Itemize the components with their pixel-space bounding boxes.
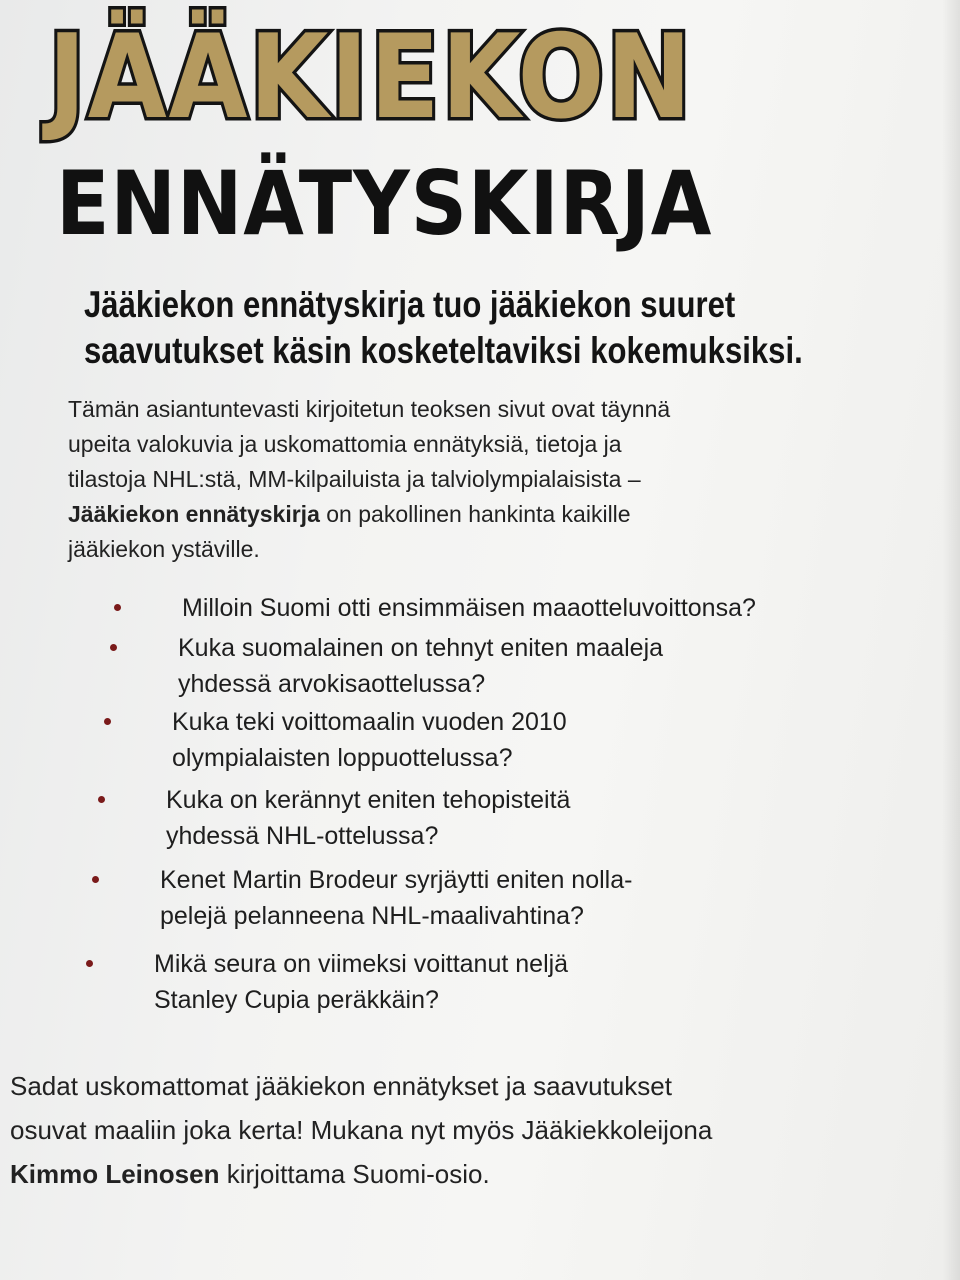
list-item-line: Kuka on kerännyt eniten tehopisteitä	[166, 786, 571, 814]
lead-line: saavutukset käsin kosketeltaviksi kokemuksiksi.	[84, 330, 803, 371]
closing-line-rest: kirjoittama Suomi-osio.	[219, 1159, 490, 1189]
bullet-dot	[104, 718, 111, 725]
list-item-line: Milloin Suomi otti ensimmäisen maaotteluvoittonsa?	[182, 594, 756, 622]
book-title-line2: ENNÄTYSKIRJA	[56, 152, 713, 255]
bullet-dot	[98, 796, 105, 803]
list-item-text	[166, 782, 570, 854]
list-item-line: Kenet Martin Brodeur syrjäytti eniten nolla-	[160, 866, 633, 894]
list-item-line: pelejä pelanneena NHL-maalivahtina?	[160, 902, 584, 930]
intro-line: jääkiekon ystäville.	[68, 536, 260, 562]
list-item-text	[182, 590, 756, 626]
intro-line-rest: on pakollinen hankinta kaikille	[319, 501, 631, 527]
list-item-text	[172, 704, 567, 776]
list-item-text	[154, 946, 568, 1018]
intro-book-name: Jääkiekon ennätyskirja	[68, 501, 320, 527]
closing-line: osuvat maaliin joka kerta! Mukana nyt myös Jääkiekkoleijona	[10, 1115, 713, 1145]
intro-line: Tämän asiantuntevasti kirjoitetun teoksen sivut ovat täynnä	[68, 396, 671, 422]
bullet-dot	[114, 604, 121, 611]
list-item-text	[178, 630, 663, 702]
list-item-text	[160, 862, 632, 934]
closing-line: Sadat uskomattomat jääkiekon ennätykset ja saavutukset	[10, 1071, 672, 1101]
list-item-line: yhdessä NHL-ottelussa?	[166, 822, 439, 850]
list-item-line: Kuka suomalainen on tehnyt eniten maaleja	[178, 634, 664, 662]
bullet-dot	[110, 644, 117, 651]
author-name: Kimmo Leinosen	[10, 1159, 220, 1189]
intro-line: tilastoja NHL:stä, MM-kilpailuista ja talviolympialaisista –	[68, 466, 641, 492]
intro-paragraph	[68, 392, 828, 567]
bullet-dot	[86, 960, 93, 967]
book-title-line1: JÄÄKIEKON	[48, 10, 694, 145]
intro-line	[68, 497, 828, 532]
lead-paragraph	[84, 282, 840, 374]
list-item-line: Mikä seura on viimeksi voittanut neljä	[154, 950, 569, 978]
list-item-line: Stanley Cupia peräkkäin?	[154, 986, 439, 1014]
lead-line: Jääkiekon ennätyskirja tuo jääkiekon suuret	[84, 284, 736, 325]
list-item-line: yhdessä arvokisaottelussa?	[178, 670, 486, 698]
closing-paragraph	[10, 1064, 940, 1196]
list-item-line: olympialaisten loppuottelussa?	[172, 744, 513, 772]
list-item-line: Kuka teki voittomaalin vuoden 2010	[172, 708, 567, 736]
cover-edge-shadow	[942, 0, 960, 1280]
intro-line: upeita valokuvia ja uskomattomia ennätyksiä, tietoja ja	[68, 431, 622, 457]
closing-line	[10, 1152, 940, 1196]
bullet-dot	[92, 876, 99, 883]
